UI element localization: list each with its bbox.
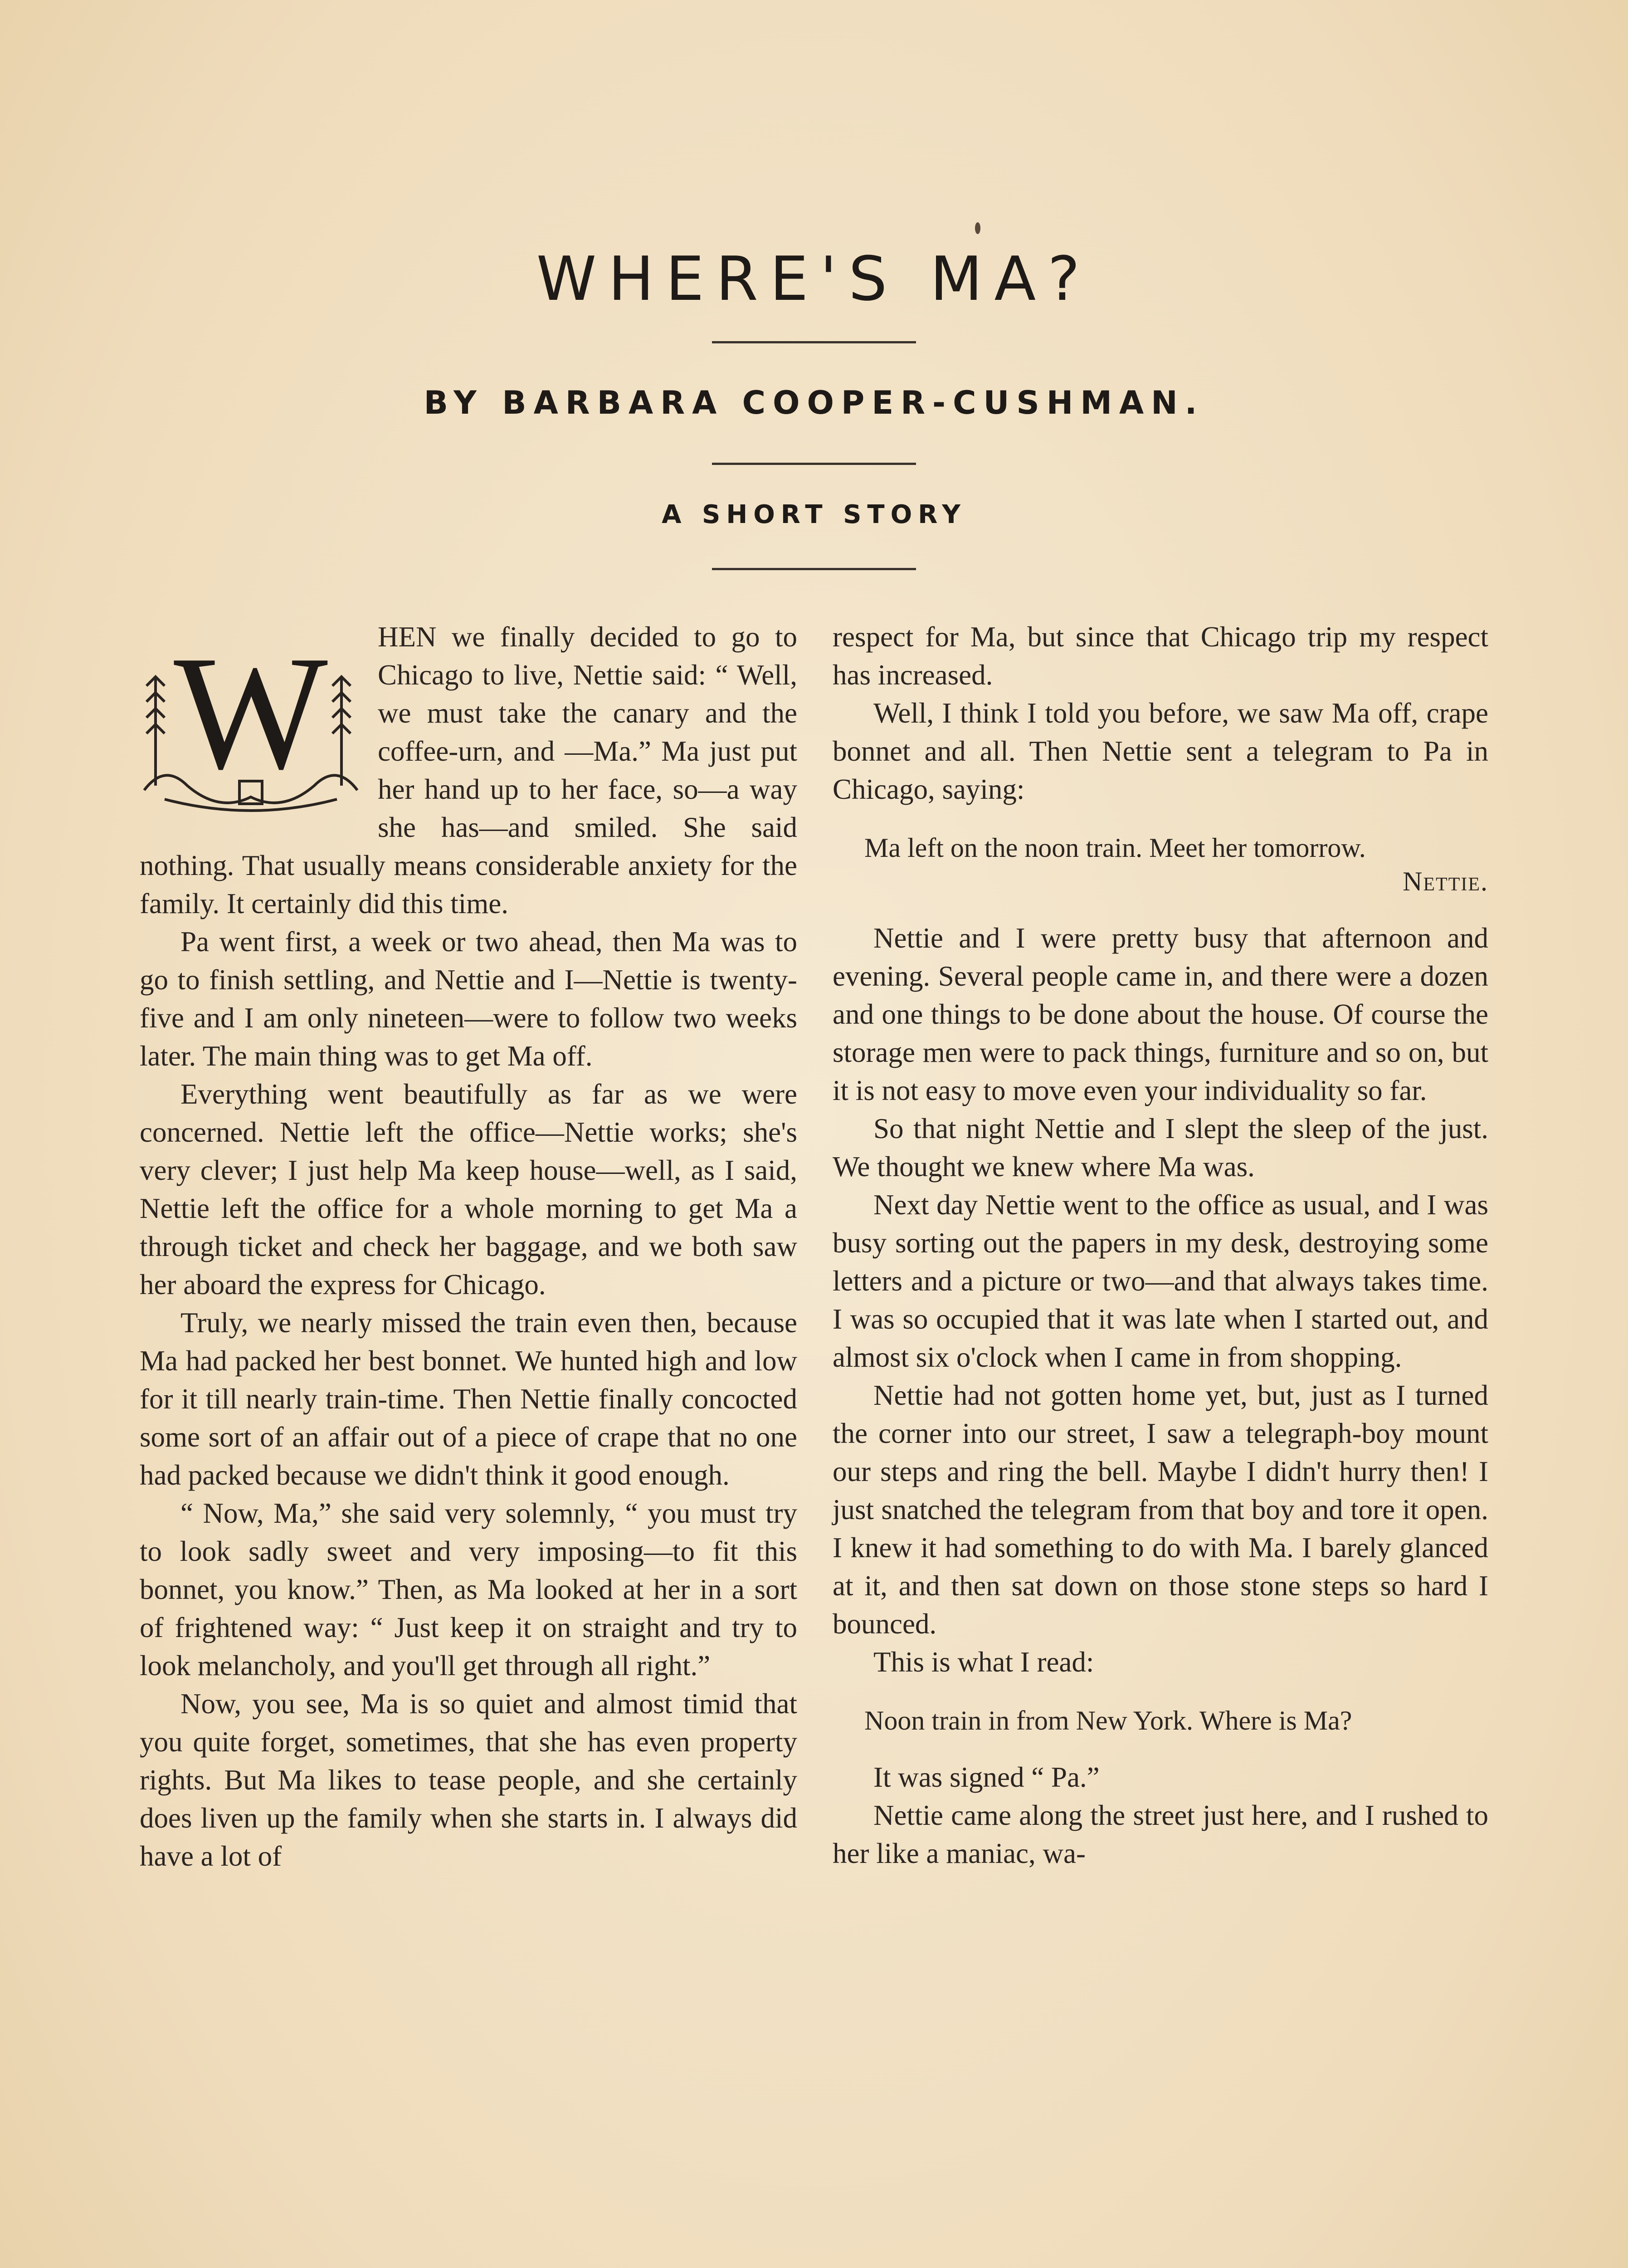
paragraph-7: Well, I think I told you before, we saw Ma off, crape bonnet and all. Then Nettie sent a telegram to Pa in Chicago, saying: <box>833 697 1488 805</box>
paragraph-13: It was signed “ Pa.” <box>873 1761 1100 1793</box>
story-kicker: A SHORT STORY <box>662 500 966 529</box>
paragraph-14: Nettie came along the street just here, and I rushed to her like a maniac, wa- <box>833 1799 1488 1869</box>
paragraph-8: Nettie and I were pretty busy that afternoon and evening. Several people came in, and there were a dozen and one things to be done about the house. Of course the storage men were to pack things, furniture and so on, but it is not easy to move even your individuality so far. <box>833 922 1488 1106</box>
paragraph-11: Nettie had not gotten home yet, but, just as I turned the corner into our street, I saw a telegraph-boy mount our steps and ring the bell. Maybe I didn't hurry then! I just snatched the telegram from that boy and tore it open. I knew it had something to do with Ma. I barely glanced at it, and then sat down on those stone steps so hard I bounced. <box>833 1379 1488 1640</box>
paragraph-10: Next day Nettie went to the office as usual, and I was busy sorting out the papers in my desk, destroying some letters and a picture or two—and that always takes time. I was so occupied that it was late when I started out, and almost six o'clock when I came in from shopping. <box>833 1189 1488 1373</box>
story-title: WHERE'S MA? <box>536 244 1092 314</box>
left-column <box>140 618 797 1875</box>
telegram-quote-1 <box>833 831 1488 898</box>
kicker-divider <box>712 568 916 570</box>
paragraph-2: Pa went first, a week or two ahead, then Ma was to go to finish settling, and Nettie and I—Nettie is twenty-five and I am only nineteen—were to follow two weeks later. The main thing was to get Ma off. <box>140 926 797 1072</box>
paragraph-9: So that night Nettie and I slept the sleep of the just. We thought we knew where Ma was. <box>833 1113 1488 1183</box>
paragraph-5: “ Now, Ma,” she said very solemnly, “ you must try to look sadly sweet and very imposing—to fit this bonnet, you know.” Then, as Ma looked at her in a sort of frightened way: “ Just keep it on straight and try to look melancholy, and you'll get through all right.” <box>140 1497 797 1681</box>
paragraph-6: Now, you see, Ma is so quiet and almost timid that you quite forget, sometimes, that she has even property rights. But Ma likes to tease people, and she certainly does liven up the family when she starts in. I always did have a lot of <box>140 1688 797 1872</box>
ornamental-dropcap <box>137 618 364 831</box>
paragraph-4: Truly, we nearly missed the train even then, because Ma had packed her best bonnet. We hunted high and low for it till nearly train-time. Then Nettie finally concocted some sort of an affair out of a piece of crape that no one had packed because we didn't think it good enough. <box>140 1307 797 1491</box>
paragraph-6-continued: respect for Ma, but since that Chicago trip my respect has increased. <box>833 621 1488 691</box>
telegram-1-signer: Nettie. <box>1403 866 1488 896</box>
paragraph-1: HEN we finally decided to go to Chicago to live, Nettie said: “ Well, we must take the canary and the coffee-urn, and —Ma.” Ma just put her hand up to her face, so—a way she has—and smiled. She said nothing. That usually means considerable anxiety for the family. It certainly did this time. <box>140 621 797 919</box>
paragraph-12: This is what I read: <box>873 1646 1094 1678</box>
right-column <box>833 618 1488 1872</box>
telegram-2-text: Noon train in from New York. Where is Ma? <box>864 1706 1352 1735</box>
dropcap-ornament-icon <box>137 618 364 831</box>
telegram-1-text: Ma left on the noon train. Meet her tomorrow. <box>864 833 1366 863</box>
title-divider <box>712 341 916 343</box>
paragraph-3: Everything went beautifully as far as we were concerned. Nettie left the office—Nettie works; she's very clever; I just help Ma keep house—well, as I said, Nettie left the office for a whole morning to get Ma a through ticket and check her baggage, and we both saw her aboard the express for Chicago. <box>140 1078 797 1300</box>
byline-divider <box>712 463 916 465</box>
dropcap-letter: W <box>174 622 328 803</box>
paper-speck <box>975 222 980 234</box>
author-byline: BY BARBARA COOPER-CUSHMAN. <box>424 384 1204 421</box>
telegram-quote-2 <box>833 1704 1488 1737</box>
